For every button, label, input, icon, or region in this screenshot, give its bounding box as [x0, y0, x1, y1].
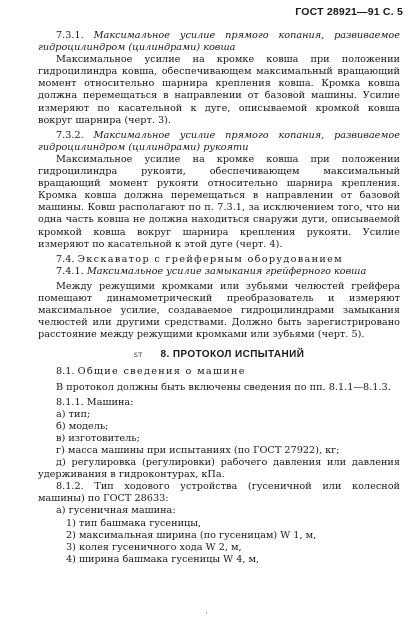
clause-title: Максимальное усилие замыкания грейферного ковша [86, 265, 367, 277]
list-item: 3) колея гусеничного хода W 2, м, [66, 541, 242, 553]
clause-title: Общие сведения о машине [77, 366, 246, 378]
clause-title: Экскаватор с грейферным оборудованием [77, 253, 343, 265]
clause-7-3-2-body: Максимальное усилие на кромке ковша при положении гидроцилиндра рукояти, обеспечивающем максимальный вращающий момент рукояти относительно шарнира крепления. Кромка ковша должна перемещаться в направлении от базовой машины. Ковш располагают по п. 7.3.1, за исключением того, что ни одна часть ковша не должна находиться снаружи дуги, описываемой кромкой ковша вокруг шарнира крепления рукояти. Усилие измеряют по касательной к этой дуге (черт. 4). [38, 153, 400, 250]
clause-number: 7.4.1. [56, 265, 84, 277]
clause-number: 7.3.2. [56, 129, 84, 141]
section-heading [38, 349, 400, 361]
page-header: ГОСТ 28921—91 С. 5 [295, 6, 403, 18]
list-item: г) масса машины при испытаниях (по ГОСТ 27922), кг; [56, 445, 340, 456]
clause-8-1-2-label: 8.1.2. Тип ходового устройства (гусеничной или колесной машины) по ГОСТ 28633: [38, 481, 400, 505]
document-body [38, 30, 400, 566]
list-item: а) тип; [56, 408, 91, 420]
clause-title: Максимальное усилие прямого копания, развиваемое гидроцилиндром (цилиндрами) рукояти [38, 129, 400, 153]
list-item: 4) ширина башмака гусеницы W 4, м, [66, 553, 260, 565]
page-footer-mark: · [205, 609, 208, 619]
clause-7-3-1-body: Максимальное усилие на кромке ковша при положении гидроцилиндра ковша, обеспечивающем максимальный вращающий момент относительно шарнира крепления ковша. Кромка ковша должна перемещаться в направлении от базовой машины. Усилие измеряют по касательной к дуге, описываемой кромкой ковша вокруг шарнира (черт. 3). [38, 54, 400, 126]
list-item: д) регулировка (регулировки) рабочего давления или давления удерживания в гидроконтурах, кПа. [38, 457, 400, 481]
clause-7-4-heading [38, 254, 400, 266]
clause-7-3-1-heading [38, 30, 400, 54]
clause-8-1-1-label: 8.1.1. Машина: [56, 396, 134, 408]
clause-number: 7.3.1. [56, 30, 84, 41]
section-title: 8. ПРОТОКОЛ ИСПЫТАНИЙ [160, 349, 305, 361]
clause-number: 8.1. [56, 366, 75, 378]
list-item: 2) максимальная ширина (по гусеницам) W 1, м, [66, 529, 317, 541]
clause-8-1-body: В протокол должны быть включены сведения по пп. 8.1.1—8.1.3. [56, 381, 391, 393]
list-subheading: а) гусеничная машина: [56, 505, 176, 517]
clause-7-4-1-body: Между режущими кромками или зубьями челюстей грейфера помещают динамометрический преобразователь и измеряют максимальное усилие, создаваемое гидроцилиндрами замыкания челюстей или другими средствами. Должно быть зарегистрировано расстояние между режущими кромками или зубьями (черт. 5). [38, 280, 400, 341]
list-item: б) модель; [56, 420, 109, 432]
clause-7-3-2-heading [38, 130, 400, 154]
list-item: в) изготовитель; [56, 432, 140, 444]
clause-number: 7.4. [56, 253, 75, 265]
clause-8-1-heading [38, 366, 400, 378]
clause-7-4-1-heading [38, 266, 400, 278]
list-item: 1) тип башмака гусеницы, [66, 517, 202, 529]
margin-mark: ѕт [133, 350, 143, 360]
clause-title: Максимальное усилие прямого копания, развиваемое гидроцилиндром (цилиндрами) ковша [38, 30, 400, 54]
